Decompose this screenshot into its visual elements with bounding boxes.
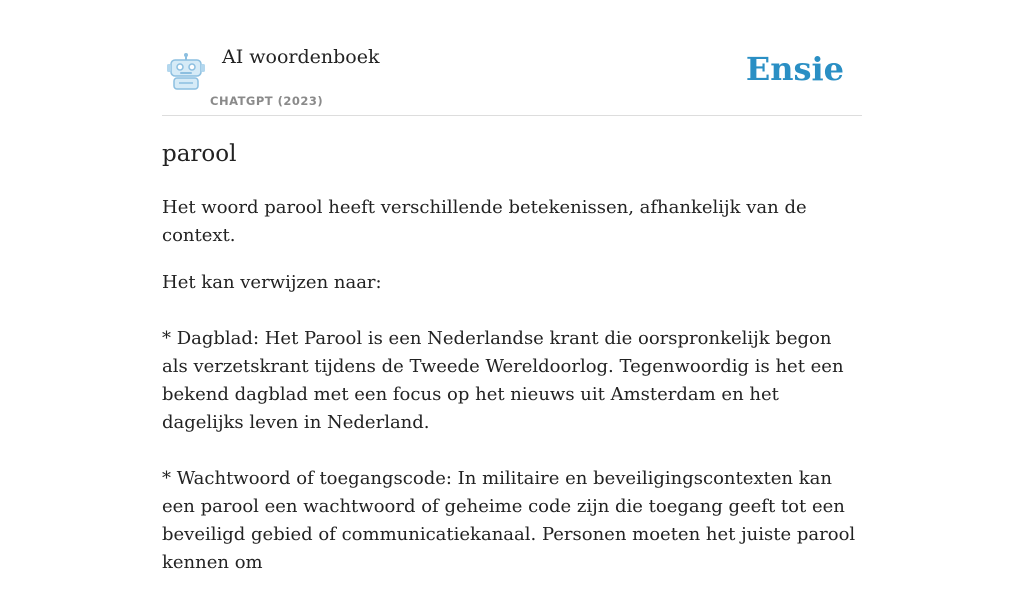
entry-paragraph: Het kan verwijzen naar: [162, 272, 382, 293]
entry-list-item: * Dagblad: Het Parool is een Nederlandse krant die oorspronkelijk begon als verzetskrant tijdens de Tweede Wereldoorlog. Tegenwoordig is het een bekend dagblad met een focus op het nieuws uit Amsterdam en het dagelijks leven in Nederland. [162, 328, 844, 433]
brand-logo[interactable]: Ensie [745, 50, 844, 88]
source-label: CHATGPT (2023) [210, 94, 324, 108]
dictionary-header [162, 40, 862, 116]
robot-icon [166, 52, 206, 90]
entry-list-item: * Wachtwoord of toegangscode: In militaire en beveiligingscontexten kan een parool een wachtwoord of geheime code zijn die toegang geeft tot een beveiligd gebied of communicatiekanaal. Personen moeten het juiste parool kennen om [162, 468, 856, 573]
entry-paragraph: Het woord parool heeft verschillende betekenissen, afhankelijk van de context. [162, 197, 807, 246]
entry-content [162, 136, 862, 596]
dictionary-name[interactable]: AI woordenboek [222, 46, 380, 68]
entry-term: parool [162, 141, 237, 167]
